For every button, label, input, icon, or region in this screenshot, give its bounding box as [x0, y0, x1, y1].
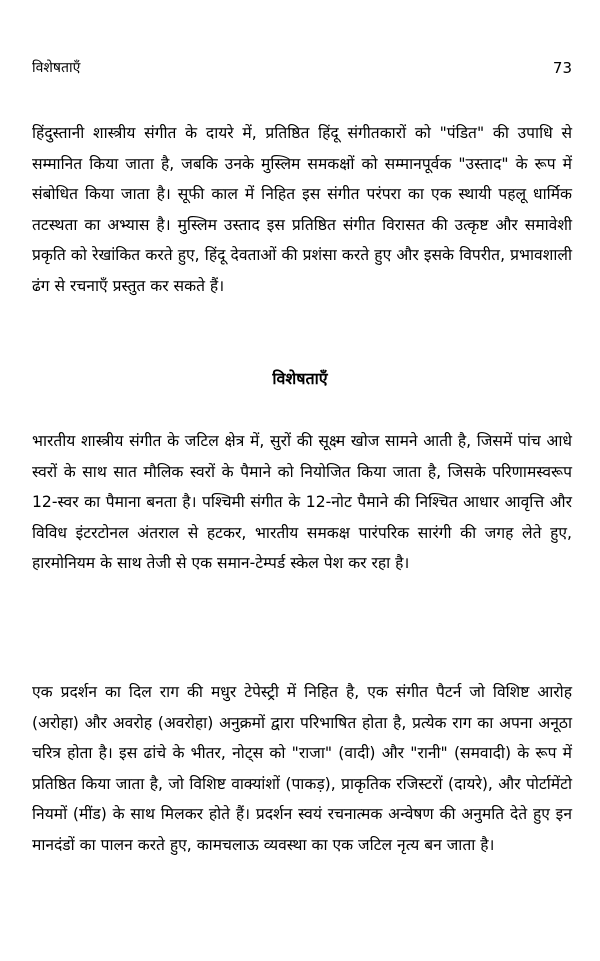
page-number: 73 — [552, 59, 572, 77]
body-paragraph-2: भारतीय शास्त्रीय संगीत के जटिल क्षेत्र में, सुरों की सूक्ष्म खोज सामने आती है, जिसमें पांच आधे स्वरों के साथ सात मौलिक स्वरों के पैमाने को नियोजित किया जाता है, जिसके परिणामस्वरूप 12-स्वर का पैमाना बनता है। पश्चिमी संगीत के 12-नोट पैमाने की निश्चित आधार आवृत्ति और विविध इंटरटोनल अंतराल से हटकर, भारतीय समकक्ष पारंपरिक सारंगी की जगह लेते हुए, हारमोनियम के साथ तेजी से एक समान-टेम्पर्ड स्केल पेश कर रहा है। — [32, 432, 572, 573]
running-header-title: विशेषताएँ — [32, 60, 81, 76]
body-paragraph-1: हिंदुस्तानी शास्त्रीय संगीत के दायरे में, प्रतिष्ठित हिंदू संगीतकारों को "पंडित" की उपाधि से सम्मानित किया जाता है, जबकि उनके मुस्लिम समकक्षों को सम्मानपूर्वक "उस्ताद" के रूप में संबोधित किया जाता है। सूफी काल में निहित इस संगीत परंपरा का एक स्थायी पहलू धार्मिक तटस्थता का अभ्यास है। मुस्लिम उस्ताद इस प्रतिष्ठित संगीत विरासत की उत्कृष्ट और समावेशी प्रकृति को रेखांकित करते हुए, हिंदू देवताओं की प्रशंसा करते हुए और इसके विपरीत, प्रभावशाली ढंग से रचनाएँ प्रस्तुत कर सकते हैं। — [32, 124, 572, 295]
body-paragraph-3: एक प्रदर्शन का दिल राग की मधुर टेपेस्ट्री में निहित है, एक संगीत पैटर्न जो विशिष्ट आरोह (अरोहा) और अवरोह (अवरोहा) अनुक्रमों द्वारा परिभाषित होता है, प्रत्येक राग का अपना अनूठा चरित्र होता है। इस ढांचे के भीतर, नोट्स को "राजा" (वादी) और "रानी" (समवादी) के रूप में प्रतिष्ठित किया जाता है, जो विशिष्ट वाक्यांशों (पाकड़), प्राकृतिक रजिस्टरों (दायरे), और पोर्टामेंटो नियमों (मींड) के साथ मिलकर होते हैं। प्रदर्शन स्वयं रचनात्मक अन्वेषण की अनुमति देते हुए इन मानदंडों का पालन करते हुए, कामचलाऊ व्यवस्था का एक जटिल नृत्य बन जाता है। — [32, 683, 572, 854]
section-heading: विशेषताएँ — [272, 369, 328, 388]
